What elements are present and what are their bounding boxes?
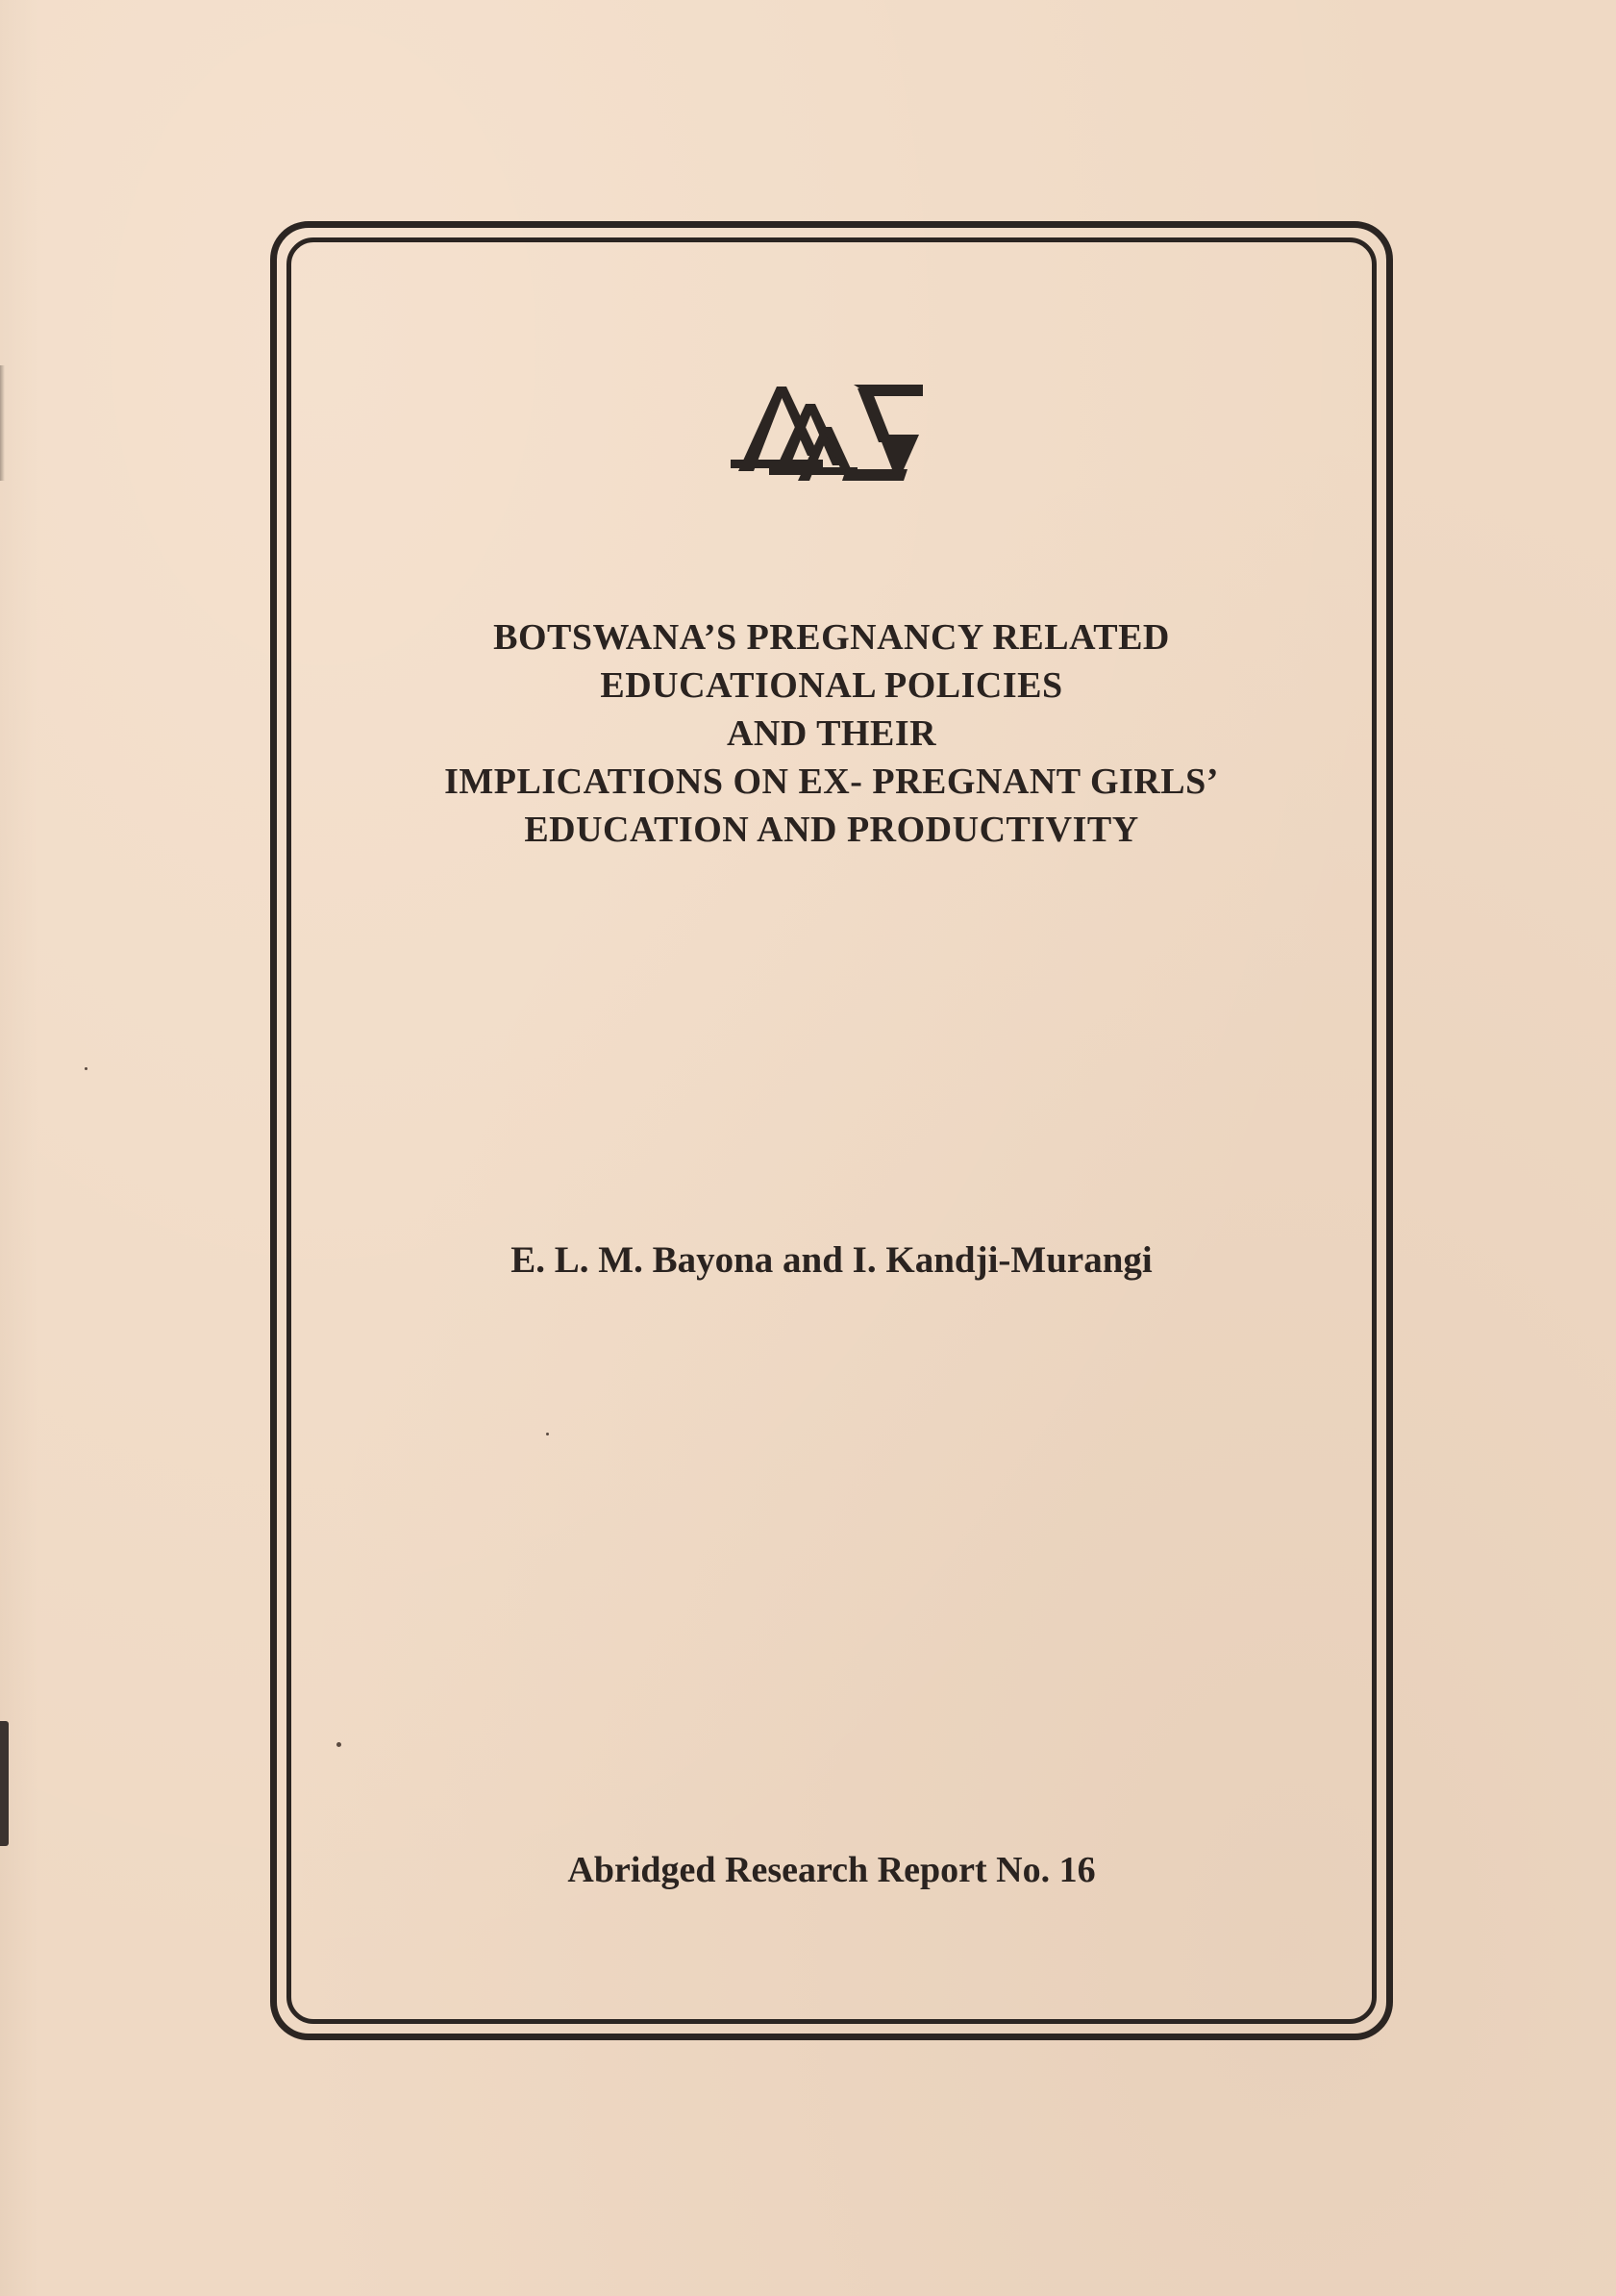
paper-speck — [546, 1433, 549, 1435]
paper-speck — [336, 1742, 341, 1747]
title-line-2: EDUCATIONAL POLICIES — [600, 665, 1063, 706]
aaas-logo-icon — [731, 375, 928, 483]
title-line-4: IMPLICATIONS ON EX- PREGNANT GIRLS’ — [444, 761, 1219, 802]
title-line-3: AND THEIR — [726, 713, 937, 754]
paper-speck — [85, 1067, 87, 1070]
report-title — [317, 613, 1346, 854]
cover-frame-inner — [286, 237, 1377, 2024]
title-line-5: EDUCATION AND PRODUCTIVITY — [524, 810, 1139, 850]
series-label: Abridged Research Report No. 16 — [567, 1850, 1096, 1890]
authors: E. L. M. Bayona and I. Kandji-Murangi — [510, 1239, 1153, 1281]
spine-shadow — [0, 365, 5, 481]
binding-edge — [0, 1721, 9, 1846]
title-line-1: BOTSWANA’S PREGNANCY RELATED — [493, 617, 1170, 658]
